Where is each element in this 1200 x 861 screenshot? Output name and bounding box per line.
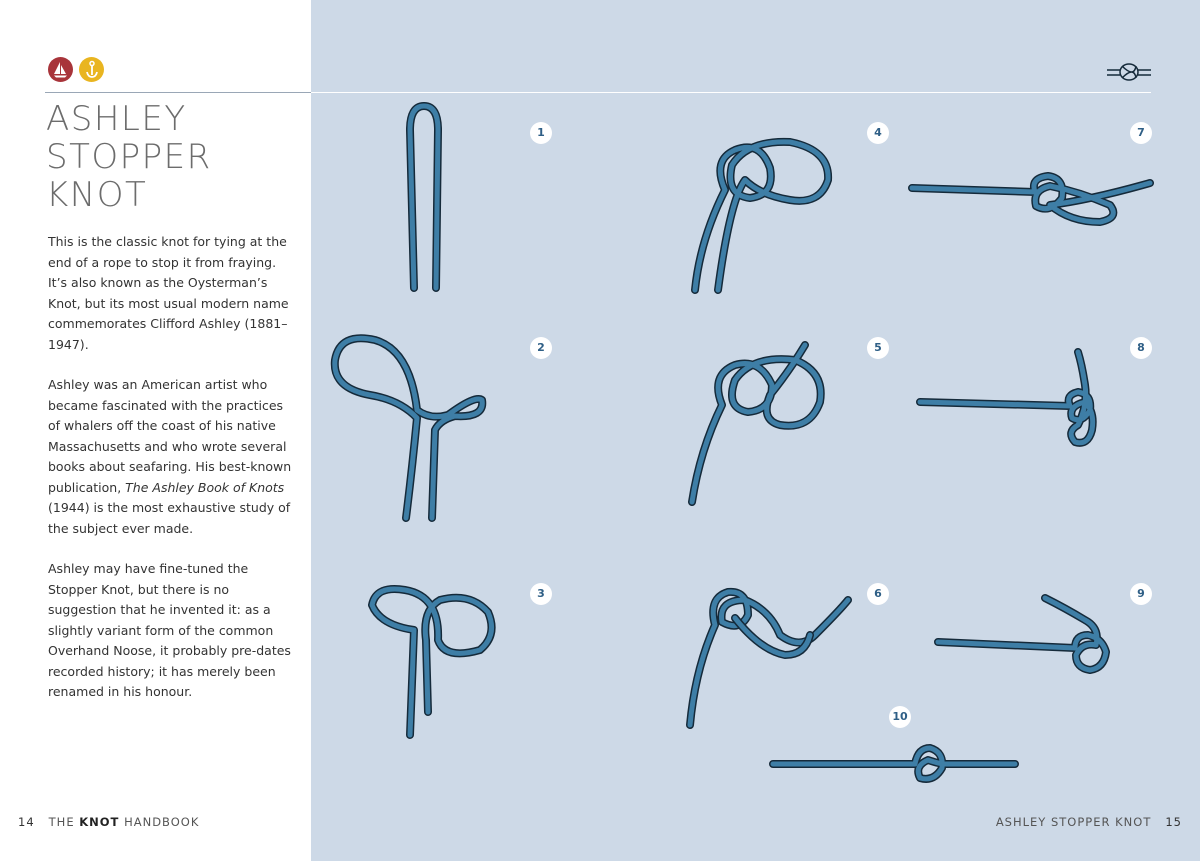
title-line-2: STOPPER <box>46 137 212 177</box>
step-number-10: 10 <box>889 706 911 728</box>
knot-step-6 <box>690 592 848 725</box>
knot-step-9 <box>938 598 1106 670</box>
page-number-left: 14 <box>18 815 35 829</box>
step-number-2: 2 <box>530 337 552 359</box>
knot-step-2 <box>335 338 482 518</box>
step-number-6: 6 <box>867 583 889 605</box>
history-text-start: Ashley was an American artist who became fascinated with the practices of whalers off the coast of his native Massachusetts and who wrote several books about seafaring. His best-known publication, <box>48 377 292 495</box>
title-line-1: ASHLEY <box>46 99 187 139</box>
step-number-9: 9 <box>1130 583 1152 605</box>
knot-icon <box>1107 64 1151 80</box>
book-bold: KNOT <box>79 815 120 829</box>
book-suffix: HANDBOOK <box>124 815 200 829</box>
running-title: ASHLEY STOPPER KNOT <box>995 815 1152 829</box>
step-number-5: 5 <box>867 337 889 359</box>
step-number-1: 1 <box>530 122 552 144</box>
origin-paragraph: Ashley may have fine-tuned the Stopper Knot, but there is no suggestion that he invented it: as a slightly variant form of the common Overhand Noose, it probably pre-dates recorded history; it has merely been renamed in his honour. <box>48 561 291 699</box>
book-prefix: THE <box>48 815 75 829</box>
knot-step-3 <box>372 589 492 735</box>
knot-step-8 <box>920 352 1093 443</box>
knot-step-5 <box>692 345 821 502</box>
knot-step-4 <box>695 142 828 290</box>
page-number-right: 15 <box>1165 815 1182 829</box>
step-number-4: 4 <box>867 122 889 144</box>
knot-step-10 <box>773 748 1015 779</box>
intro-paragraph: This is the classic knot for tying at the end of a rope to stop it from fraying. It’s also known as the Oysterman’s Knot, but its most usual modern name commemorates Clifford Ashley (1881–1947). <box>48 234 289 352</box>
title-line-3: KNOT <box>46 175 148 215</box>
step-number-8: 8 <box>1130 337 1152 359</box>
knot-step-7 <box>912 176 1150 222</box>
history-text-end: (1944) is the most exhaustive study of the subject ever made. <box>48 500 291 536</box>
step-number-3: 3 <box>530 583 552 605</box>
knot-step-1 <box>410 106 438 288</box>
step-number-7: 7 <box>1130 122 1152 144</box>
book-title-italic: The Ashley Book of Knots <box>125 479 285 495</box>
